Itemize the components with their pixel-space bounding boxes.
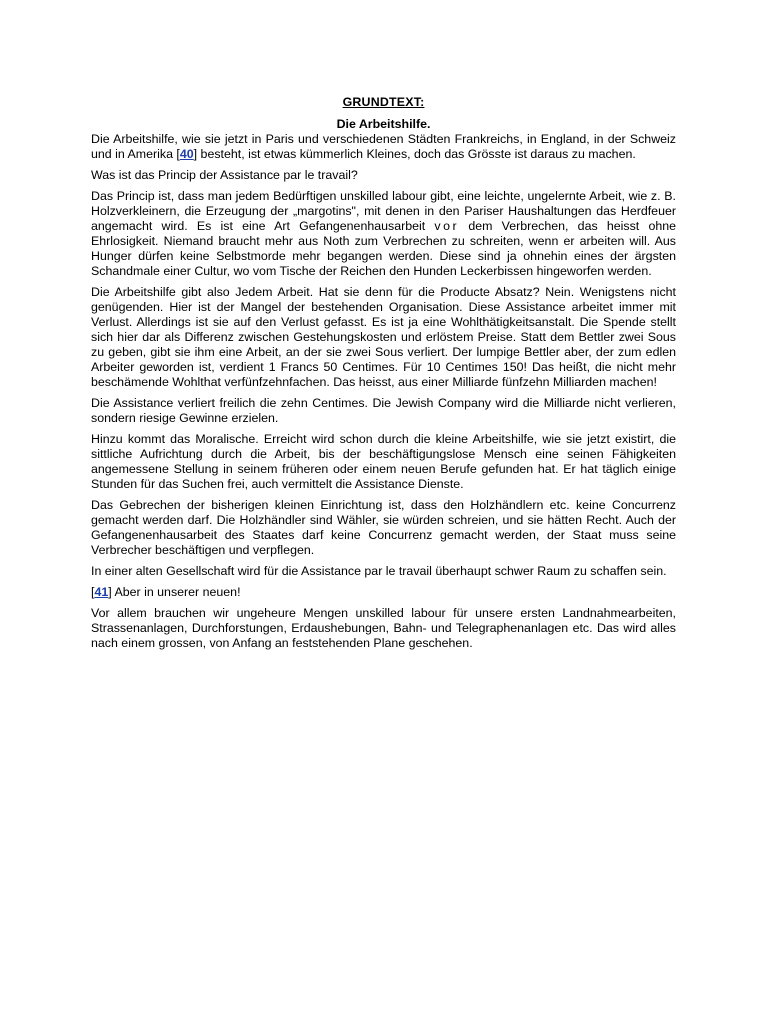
paragraph-8: In einer alten Gesellschaft wird für die Assistance par le travail überhaupt schwer Raum zu schaffen sein.: [91, 564, 667, 578]
section-heading: GRUNDTEXT:: [342, 95, 425, 109]
paragraph-3-spaced-word: vor: [434, 219, 460, 233]
paragraph-1: [91, 132, 676, 162]
paragraph-5: Die Assistance verliert freilich die zehn Centimes. Die Jewish Company wird die Milliarde nicht verlieren, sondern riesige Gewinne erzielen.: [91, 396, 676, 425]
paragraph-3-text-b: dem Verbrechen, das heisst ohne Ehrlosigkeit. Niemand braucht mehr aus Noth zum Verbrechen zu schreiten, wenn er arbeiten will. Aus Hunger dürfen keine Selbstmorde mehr begangen werden. Diese sind ja ohnehin eines der ärgsten Schandmale einer Cultur, wo vom Tische der Reichen den Hunden Leckerbissen hingeworfen werden.: [91, 219, 677, 278]
footnote-41-bracket-close: ]: [108, 585, 112, 599]
footnote-40-bracket-close: ]: [193, 147, 198, 161]
paragraph-9-text: Aber in unserer neuen!: [111, 585, 241, 599]
paragraph-2: Was ist das Princip der Assistance par le travail?: [91, 168, 358, 182]
paragraph-10: Vor allem brauchen wir ungeheure Mengen unskilled labour für unsere ersten Landnahmearbeiten, Strassenanlagen, Durchforstungen, Erdaushebungen, Bahn- und Telegraphenanlagen etc. Das wird alles nach einem grossen, von Anfang an feststehenden Plane geschehen.: [91, 606, 676, 650]
paragraph-1-text-b: besteht, ist etwas kümmerlich Kleines, doch das Grösste ist daraus zu machen.: [197, 147, 636, 161]
paragraph-4: Die Arbeitshilfe gibt also Jedem Arbeit. Hat sie denn für die Producte Absatz? Nein. Wenigstens nicht genügenden. Hier ist der Mangel der bestehenden Organisation. Diese Assistance arbeitet immer mit Verlust. Allerdings ist sie auf den Verlust gefasst. Es ist ja eine Wohlthätigkeitsanstalt. Die Spende stellt sich hier dar als Differenz zwischen Gestehungskosten und erlöstem Preise. Statt dem Bettler zwei Sous zu geben, gibt sie ihm eine Arbeit, an der sie zwei Sous verliert. Der lumpige Bettler aber, der zum edlen Arbeiter geworden ist, verdient 1 Francs 50 Centimes. Für 10 Centimes 150! Das heißt, die nicht mehr beschämende Wohlthat verfünfzehnfachen. Das heisst, aus einer Milliarde fünfzehn Milliarden machen!: [91, 285, 676, 389]
footnote-40-bracket-open: [: [176, 147, 180, 161]
paragraph-3-text-a: Das Princip ist, dass man jedem Bedürftigen unskilled labour gibt, eine leichte, ungelernte Arbeit, wie z. B. Holzverkleinern, die Erzeugung der „margotins", mit denen in den Pariser Haushaltungen das Herdfeuer angemacht wird. Es ist eine Art Gefangenenhausarbeit: [91, 189, 676, 233]
paragraph-6: Hinzu kommt das Moralische. Erreicht wird schon durch die kleine Arbeitshilfe, wie sie jetzt existirt, die sittliche Aufrichtung durch die Arbeit, bis der beschäftigungslose Mensch eine seinen Fähigkeiten angemessene Stellung in seinem früheren oder einem neuen Berufe gefunden hat. Er hat täglich einige Stunden für das Suchen frei, auch vermittelt die Assistance Dienste.: [91, 432, 676, 491]
document-title: Die Arbeitshilfe.: [336, 117, 431, 131]
paragraph-9: [91, 585, 676, 600]
paragraph-3: [91, 189, 676, 279]
footnote-41-bracket-open: [: [91, 585, 95, 599]
footnote-link-40[interactable]: 40: [179, 147, 194, 161]
paragraph-1-text-a: Die Arbeitshilfe, wie sie jetzt in Paris und verschiedenen Städten Frankreichs, in England, in der Schweiz und in Amerika: [91, 132, 676, 161]
document-page: [91, 95, 676, 657]
footnote-link-41[interactable]: 41: [94, 585, 109, 599]
paragraph-7: Das Gebrechen der bisherigen kleinen Einrichtung ist, dass den Holzhändlern etc. keine Concurrenz gemacht werden darf. Die Holzhändler sind Wähler, sie würden schreien, und sie hätten Recht. Auch der Gefangenenhausarbeit des Staates darf keine Concurrenz gemacht werden, der Staat muss seine Verbrecher beschäftigen und verpflegen.: [91, 498, 676, 557]
